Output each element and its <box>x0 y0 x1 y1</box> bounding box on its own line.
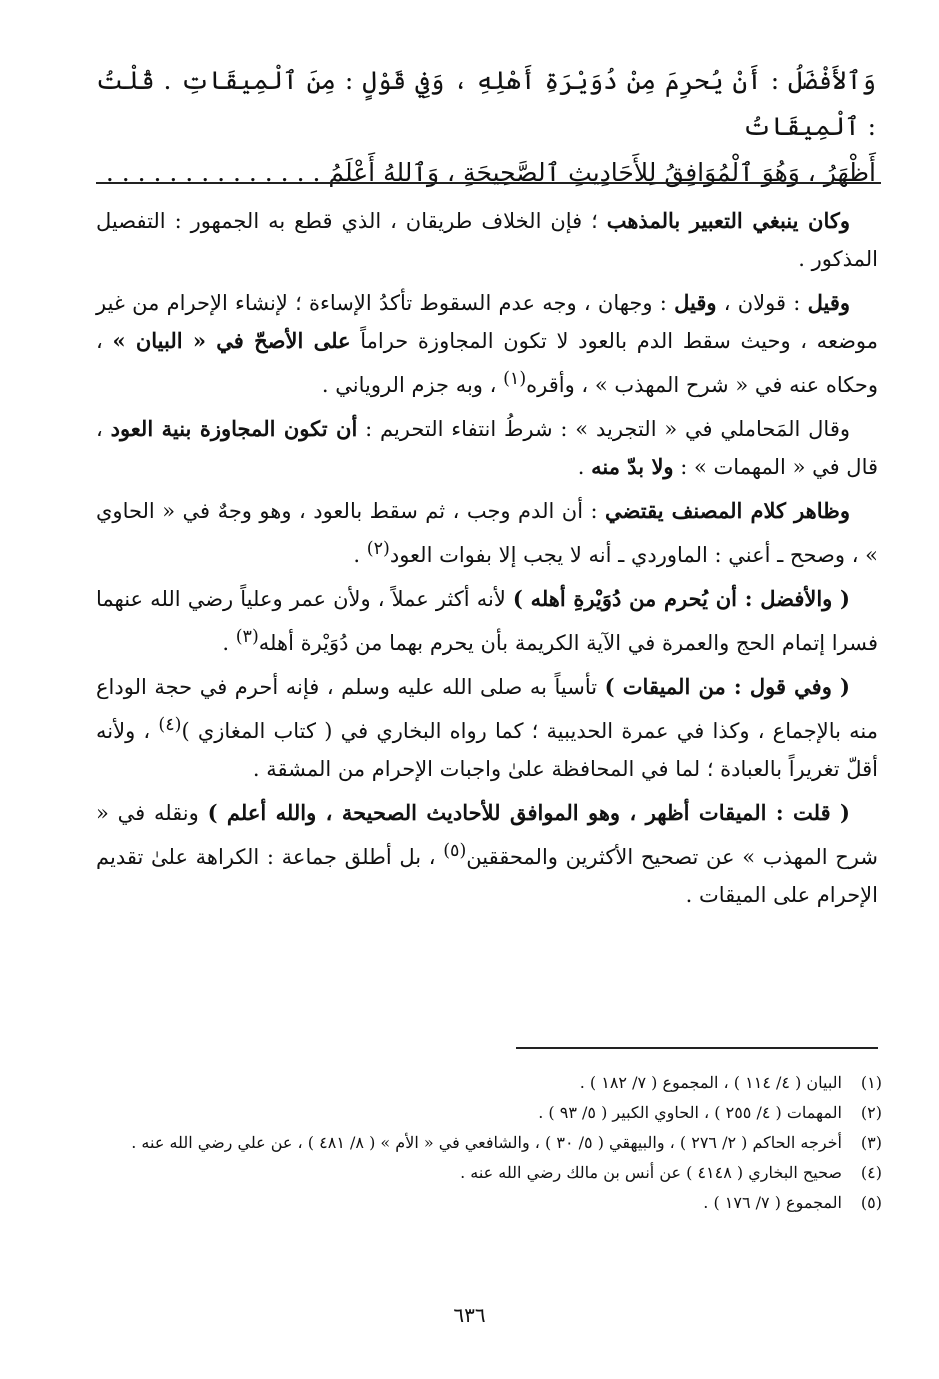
footnote-ref: (٢) <box>366 539 390 559</box>
bold-phrase: ( وفي قول : من الميقات ) <box>604 674 850 699</box>
text-run: ونقله في « شرح المهذب » عن تصحيح الأكثرين والمحققين <box>96 801 878 869</box>
bold-phrase: وظاهر كلام المصنف يقتضي <box>605 498 850 523</box>
text-run: لأنه أكثر عملاً ، ولأن عمر وعلياً رضي الله عنهما فسرا إتمام الحج والعمرة في الآية الكريمة بأن يحرم بهما من دُوَيْرة أهله <box>96 587 878 655</box>
footnote-text: المهمات ( ٤/ ٢٥٥ ) ، الحاوي الكبير ( ٥/ ٩٣ ) . <box>538 1103 842 1122</box>
commentary-text <box>96 202 878 920</box>
text-run: : وجهان ، وجه عدم السقوط تأكدُ الإساءة ؛ لإنشاء الإحرام من غير موضعه ، وحيث سقط الدم بالعود لا تكون المجاوزة حراماً <box>96 291 878 353</box>
bold-phrase: وقيل <box>674 290 717 315</box>
bold-phrase: أن تكون المجاوزة بنية العود <box>110 416 358 441</box>
commentary-paragraph <box>96 284 878 404</box>
text-run: . <box>222 631 236 655</box>
text-run: ، وحكاه عنه في « شرح المهذب » ، وأقره <box>96 329 878 397</box>
commentary-paragraph <box>96 202 878 278</box>
page-number: ٦٣٦ <box>453 1303 486 1327</box>
footnote-text: المجموع ( ٧/ ١٧٦ ) . <box>703 1193 842 1212</box>
text-run: وقال المَحاملي في « التجريد » : شرطُ انتفاء التحريم : <box>357 417 851 441</box>
text-run: : أن الدم وجب ، ثم سقط بالعود ، وهو وجهٌ في « الحاوي » ، وصحح ـ أعني : الماوردي ـ أنه لا يجب إلا بفوات العود <box>96 499 878 567</box>
footnote-ref: (٣) <box>235 627 259 647</box>
footnote-number: (١) <box>860 1073 882 1092</box>
bold-phrase: ( والأفضل : أن يُحرم من دُوَيْرةِ أهله ) <box>512 586 850 611</box>
text-run: ، وبه جزم الروياني . <box>321 373 504 397</box>
footnote-text: أخرجه الحاكم ( ٢/ ٢٧٦ ) ، والبيهقي ( ٥/ ٣٠ ) ، والشافعي في « الأم » ( ٨/ ٤٨١ ) ، عن علي رضي الله عنه . <box>131 1133 842 1152</box>
footnote <box>100 1068 882 1098</box>
bold-phrase: ( قلت : الميقات أظهر ، وهو الموافق للأحاديث الصحيحة ، والله أعلم ) <box>207 800 850 825</box>
footnote-number: (٣) <box>860 1133 882 1152</box>
text-run: ، قال في « المهمات » : <box>96 417 878 479</box>
matn-line: وَٱلأَفْضَلُ : أَنْ يُحرِمَ مِنْ دُوَيْرَةِ أَهْلِهِ ، وَفِي قَوْلٍ : مِنَ ٱلْمِيقَاتِ . قُلْتُ : ٱلْمِيقَاتُ <box>96 66 876 141</box>
footnote <box>100 1158 882 1188</box>
matn-line: أَظْهَرُ ، وَهُوَ ٱلْمُوَافِقُ لِلأَحَادِيثِ ٱلصَّحِيحَةِ ، وَٱللهُ أَعْلَمُ . . . . . . . . . . . . . . <box>105 158 876 187</box>
text-run: ، ولأنه أقلّ تغريراً بالعبادة ؛ لما في المحافظة علىٰ واجبات الإحرام من المشقة . <box>96 719 878 781</box>
commentary-paragraph <box>96 668 878 788</box>
bold-phrase: وقيل <box>807 290 851 315</box>
bold-phrase: وكان ينبغي التعبير بالمذهب <box>606 208 850 233</box>
text-run: ، بل أطلق جماعة : الكراهة علىٰ تقديم الإحرام على الميقات . <box>96 845 878 907</box>
footnote-text: البيان ( ٤/ ١١٤ ) ، المجموع ( ٧/ ١٨٢ ) . <box>579 1073 842 1092</box>
bold-phrase: على الأصحّ في « البيان » <box>112 328 351 353</box>
footnote-ref: (٥) <box>443 841 467 861</box>
footnote-text: صحيح البخاري ( ٤١٤٨ ) عن أنس بن مالك رضي الله عنه . <box>460 1163 842 1182</box>
commentary-paragraph <box>96 410 878 486</box>
footnote-number: (٤) <box>860 1163 882 1182</box>
footnotes <box>100 1068 882 1218</box>
footnote <box>100 1128 882 1158</box>
footnote-number: (٥) <box>860 1193 882 1212</box>
matn-text <box>96 58 876 196</box>
commentary-paragraph <box>96 492 878 574</box>
text-run: تأسياً به صلى الله عليه وسلم ، فإنه أحرم في حجة الوداع منه بالإجماع ، وكذا في عمرة الحديبية ؛ كما رواه البخاري في ( كتاب المغازي ) <box>96 675 878 743</box>
commentary-paragraph <box>96 580 878 662</box>
commentary-paragraph <box>96 794 878 914</box>
text-run: : قولان ، <box>716 291 808 315</box>
text-run: . <box>353 543 367 567</box>
text-run: ؛ فإن الخلاف طريقان ، الذي قطع به الجمهور : التفصيل المذكور . <box>96 209 878 271</box>
footnote-number: (٢) <box>860 1103 882 1122</box>
footnote-separator-rule <box>516 1047 878 1049</box>
matn-separator-rule <box>96 182 881 184</box>
footnote <box>100 1188 882 1218</box>
bold-phrase: ولا بدّ منه <box>591 454 674 479</box>
footnote-ref: (٤) <box>158 715 182 735</box>
footnote <box>100 1098 882 1128</box>
text-run: . <box>577 455 592 479</box>
footnote-ref: (١) <box>503 369 527 389</box>
